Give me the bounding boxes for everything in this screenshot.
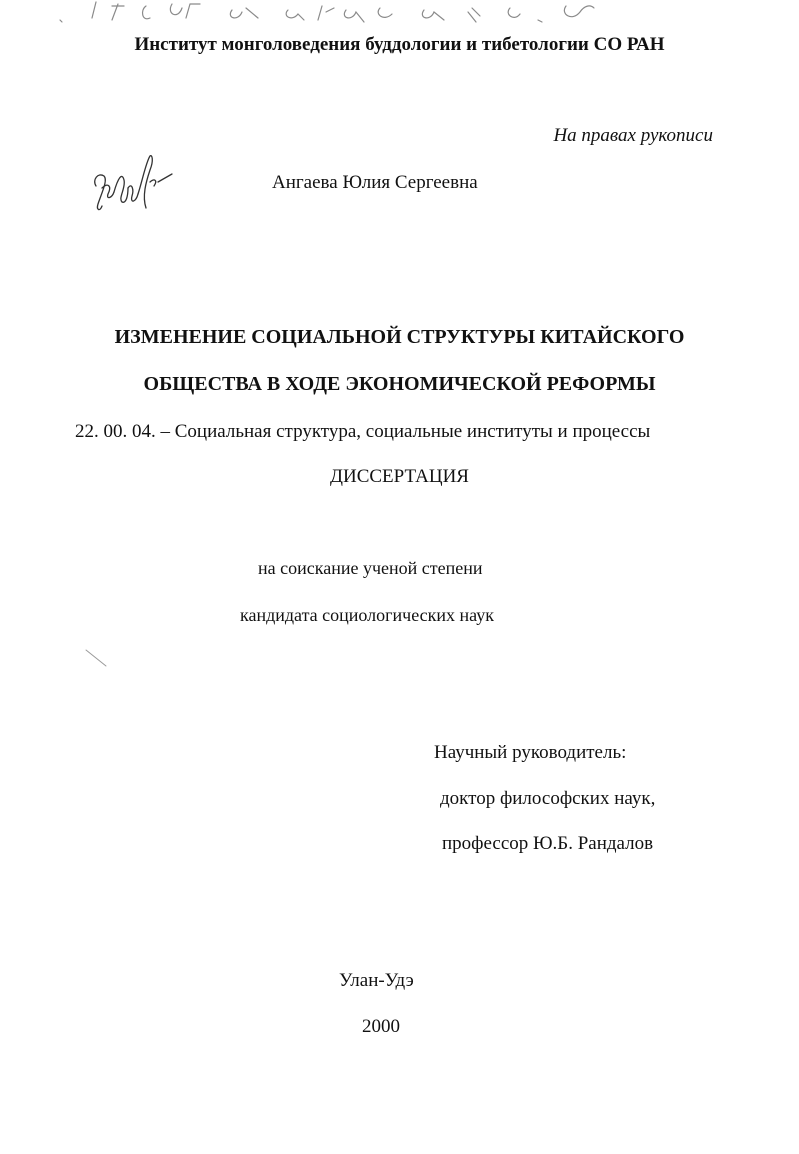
year: 2000 [362, 1016, 400, 1037]
advisor-label: Научный руководитель: [434, 742, 627, 763]
stray-mark-icon [84, 648, 114, 672]
degree-purpose-line-1: на соискание ученой степени [258, 558, 483, 578]
advisor-degree: доктор философских наук, [440, 788, 656, 809]
document-type: ДИССЕРТАЦИЯ [330, 466, 469, 487]
institute-name: Институт монголоведения буддологии и тибетологии СО РАН [134, 34, 665, 55]
specialty-code: 22. 00. 04. – Социальная структура, социальные институты и процессы [75, 421, 651, 442]
dissertation-title-line-1: ИЗМЕНЕНИЕ СОЦИАЛЬНОЙ СТРУКТУРЫ КИТАЙСКОГО [114, 326, 685, 348]
city: Улан-Удэ [339, 970, 414, 991]
advisor-name: профессор Ю.Б. Рандалов [442, 833, 654, 854]
signature-icon [88, 152, 178, 222]
author-name: Ангаева Юлия Сергеевна [272, 172, 478, 193]
dissertation-title-line-2: ОБЩЕСТВА В ХОДЕ ЭКОНОМИЧЕСКОЙ РЕФОРМЫ [143, 373, 656, 395]
degree-purpose-line-2: кандидата социологических наук [240, 605, 494, 625]
manuscript-rights-note: На правах рукописи [553, 125, 713, 146]
